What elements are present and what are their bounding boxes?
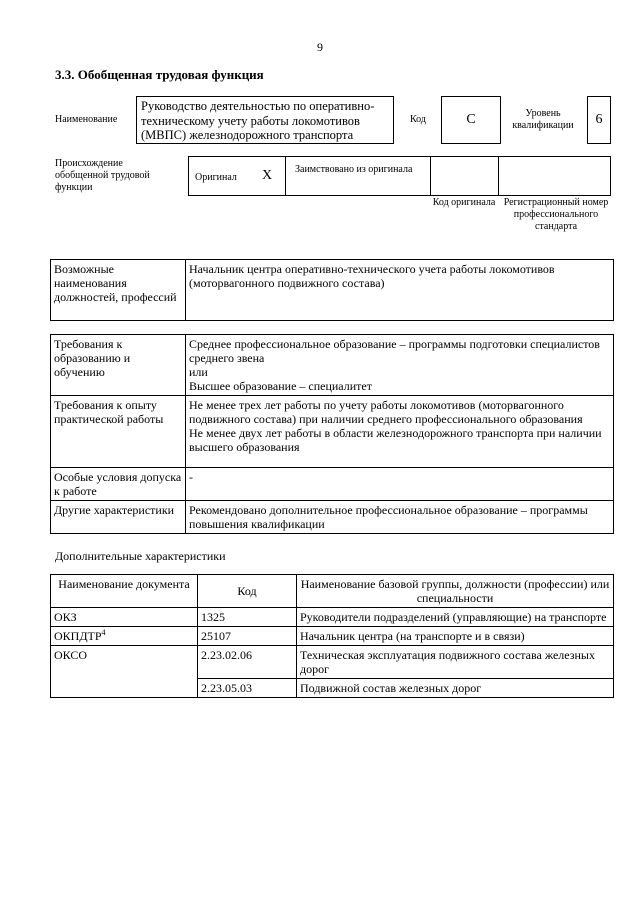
col-doc-header: Наименование документа	[51, 575, 198, 608]
origin-label: Происхождение обобщенной трудовой функции	[55, 158, 150, 193]
requirements-table	[50, 334, 614, 534]
page-number: 9	[317, 40, 323, 54]
col-name-header: Наименование базовой группы, должности (профессии) или специальности	[297, 575, 614, 608]
positions-value: Начальник центра оперативно-технического учета работы локомотивов (моторвагонного подвижного состава)	[186, 260, 614, 321]
borrowed-label: Заимствовано из оригинала	[295, 164, 413, 175]
code-label: Код	[410, 114, 426, 125]
positions-table	[50, 259, 614, 321]
table-row: 2.23.05.03 Подвижной состав железных дорог	[51, 679, 614, 698]
req-special-label: Особые условия допуска к работе	[51, 468, 186, 501]
col-code-header: Код	[198, 575, 297, 608]
table-row: ОКЗ 1325 Руководители подразделений (управляющие) на транспорте	[51, 608, 614, 627]
level-label: Уровень квалификации	[512, 108, 574, 131]
req-education-value: Среднее профессиональное образование – программы подготовки специалистов среднего звена или Высшее образование – специалитет	[186, 335, 614, 396]
code-original-label: Код оригинала	[432, 197, 496, 208]
req-other-label: Другие характеристики	[51, 501, 186, 534]
original-mark: Х	[262, 168, 273, 183]
name-label: Наименование	[55, 114, 118, 125]
reg-number-label: Регистрационный номер профессионального стандарта	[503, 197, 609, 232]
req-education-label: Требования к образованию и обучению	[51, 335, 186, 396]
req-experience-label: Требования к опыту практической работы	[51, 396, 186, 468]
positions-label: Возможные наименования должностей, профессий	[51, 260, 186, 321]
name-value: Руководство деятельностью по оперативно-техническому учету работы локомотивов (МВПС) железнодорожного транспорта	[136, 96, 394, 144]
section-title: 3.3. Обобщенная трудовая функция	[55, 67, 264, 82]
req-experience-value: Не менее трех лет работы по учету работы локомотивов (моторвагонного подвижного состава) при наличии среднего профессионального образования Не менее двух лет работы в области железнодорожного транспорта при наличии высшего образования	[186, 396, 614, 468]
additional-title: Дополнительные характеристики	[55, 549, 226, 563]
code-value: С	[441, 96, 501, 144]
origin-frame	[188, 156, 611, 196]
original-label: Оригинал	[195, 172, 237, 183]
req-special-value: -	[186, 468, 614, 501]
level-value: 6	[587, 96, 611, 144]
table-row: ОКСО 2.23.02.06 Техническая эксплуатация подвижного состава железных дорог	[51, 646, 614, 679]
table-row: ОКПДТР$^4$ 25107 Начальник центра (на транспорте и в связи)	[51, 627, 614, 646]
additional-table	[50, 574, 614, 698]
req-other-value: Рекомендовано дополнительное профессиональное образование – программы повышения квалификации	[186, 501, 614, 534]
